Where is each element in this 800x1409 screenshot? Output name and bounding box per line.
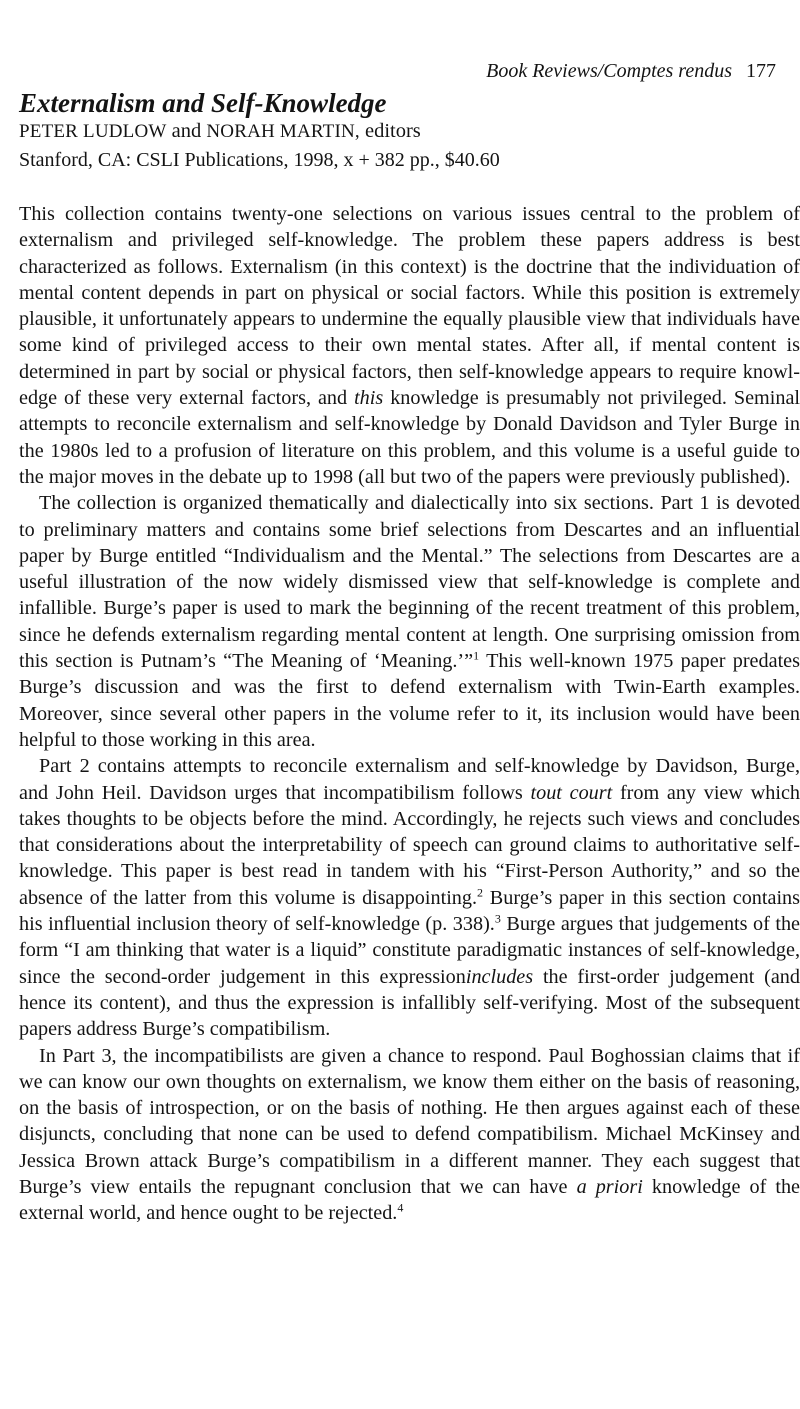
paragraph-3: Part 2 contains attempts to reconcile externalism and self-knowledge by Davidson, Burge, and John Heil. Davidson urges that incompatibilism follows tout court from any view which takes thoughts to be objects before the mind. Accordingly, he rejects such views and concludes that considerations about the interpretability of speech can ground claims to authoritative self-knowledge. This paper is best read in tandem with his “First-Person Authority,” and so the absence of the latter from this volume is disappointing.$^2$ Burge’s paper in this section contains his influential inclusion theory of self-knowledge (p. 338).$^3$ Burge argues that judgements of the form “I am thinking that water is a liquid” constitute paradigmatic instances of self-knowledge, since the second-order judgement in this expressionincludes the first-order judgement (and hence its content), and thus the expression is infallibly self-verifying. Most of the subsequent papers address Burge’s compatibilism. xyxy=(19,755,800,1041)
editor-and: and xyxy=(171,120,202,142)
editor-name-1: PETER LUDLOW xyxy=(19,121,167,142)
paragraph-4: In Part 3, the incompatibilists are given a chance to respond. Paul Boghossian claims that if we can know our own thoughts on externalism, we know them either on the basis of reasoning, on the basis of introspection, or on the basis of nothing. He then argues against each of these disjuncts, concluding that none can be used to defend compatibilism. Michael McKinsey and Jessica Brown attack Burge’s compatibilism in a different manner. They each suggest that Burge’s view entails the repugnant conclusion that we can have a priori knowledge of the external world, and hence ought to be rejected.$^4$ xyxy=(19,1044,800,1225)
emphasis: a priori xyxy=(576,1175,643,1198)
paragraph-1: This collection contains twenty-one selections on various issues central to the problem of externalism and privileged self-knowledge. The problem these papers address is best characterized as follows. Externalism (in this context) is the doctrine that the individuation of mental content depends in part on physical or social factors. While this position is extremely plausible, it unfortunately appears to undermine the equally plausible view that individuals have some kind of privileged access to their own mental states. After all, if mental content is determined in part by social or physical factors, then self-knowledge appears to require knowledge of these very external factors, and this knowledge is presumably not privileged. Seminal attempts to reconcile externalism and self-knowledge by Donald Davidson and Tyler Burge in the 1980s led to a profusion of literature on this problem, and this volume is a useful guide to the major moves in the debate up to 1998 (all but two of the papers were previously published). xyxy=(19,203,800,488)
page-number: 177 xyxy=(746,60,776,82)
emphasis: tout court xyxy=(530,781,613,804)
footnote-ref-2: 2 xyxy=(477,884,484,899)
editor-name-2: NORAH MARTIN, xyxy=(206,121,360,142)
footnote-ref-1: 1 xyxy=(473,648,480,663)
running-head xyxy=(19,58,800,88)
running-head-section: Book Reviews/Comptes rendus xyxy=(486,60,732,82)
review-body xyxy=(19,201,800,1227)
editor-role: editors xyxy=(364,120,421,142)
paragraph-2: The collection is organized thematically and dialectically into six sections. Part 1 is devoted to preliminary matters and contains some brief selections from Descartes and an influential paper by Burge entitled “Individualism and the Mental.” The selections from Descartes are a useful illustration of the now widely dismissed view that self-knowledge is complete and infallible. Burge’s paper is used to mark the beginning of the recent treatment of this problem, since he defends externalism regarding mental content at length. One surprising omission from this section is Putnam’s “The Meaning of ‘Meaning.’”$^1$ This well-known 1975 paper predates Burge’s discussion and was the first to defend externalism with Twin-Earth examples. Moreover, since several other papers in the volume refer to it, its inclusion would have been helpful to those working in this area. xyxy=(19,492,800,751)
emphasis: this xyxy=(354,387,384,410)
footnote-ref-4: 4 xyxy=(397,1200,404,1215)
footnote-ref-3: 3 xyxy=(494,911,501,926)
book-title: Externalism and Self-Knowledge xyxy=(19,88,387,118)
book-publication-info: Stanford, CA: CSLI Publications, 1998, x + 382 pp., $40.60 xyxy=(19,149,500,171)
page xyxy=(19,58,800,1227)
emphasis: includes xyxy=(465,965,534,988)
book-editors xyxy=(19,118,800,145)
